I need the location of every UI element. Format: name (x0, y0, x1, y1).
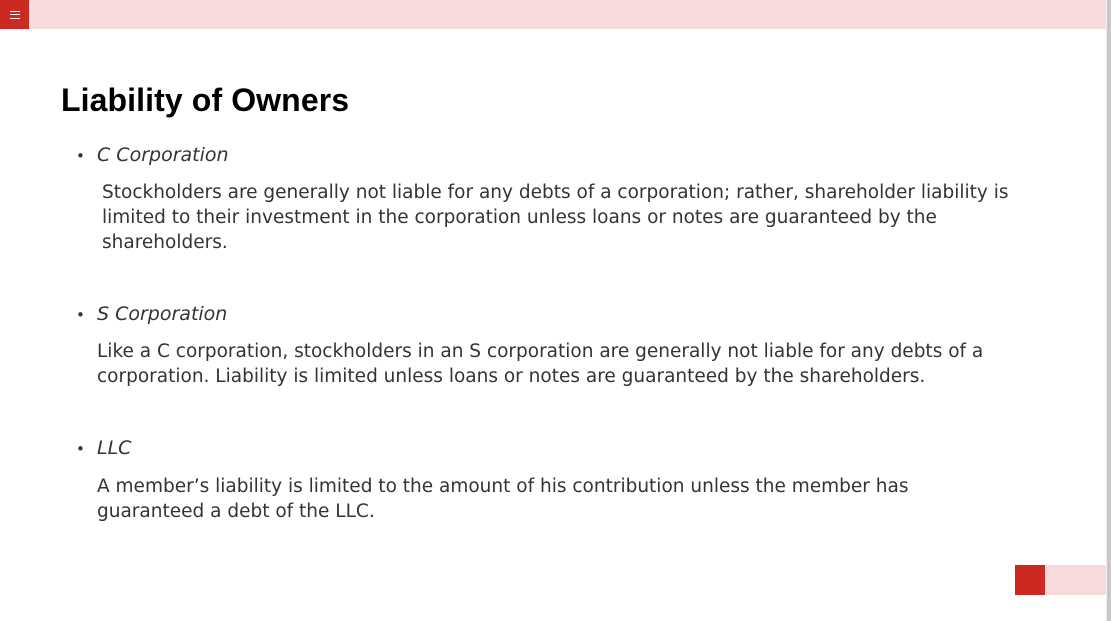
bullet-icon: • (76, 147, 85, 165)
description-line: Stockholders are generally not liable for any debts of a corporation; rather, shareholder liability is (102, 182, 1009, 203)
vertical-scrollbar[interactable] (1106, 0, 1111, 621)
top-toolbar (0, 0, 1106, 29)
item-title: C Corporation (97, 144, 229, 166)
menu-button[interactable] (0, 0, 29, 29)
description-line: limited to their investment in the corporation unless loans or notes are guaranteed by the (102, 207, 937, 228)
description-line: shareholders. (102, 232, 228, 253)
hamburger-menu-icon (10, 11, 20, 19)
item-description (97, 339, 1017, 389)
bullet-icon: • (76, 440, 85, 458)
item-description (97, 474, 1017, 524)
slide-navigation (1015, 565, 1106, 595)
slide-title: Liability of Owners (61, 82, 350, 118)
bullet-icon: • (76, 306, 85, 324)
description-line: guaranteed a debt of the LLC. (97, 501, 375, 522)
description-line: Like a C corporation, stockholders in an S corporation are generally not liable for any debts of a (97, 341, 984, 362)
item-title: LLC (97, 437, 132, 459)
item-description (102, 180, 1022, 255)
slide-navigation-icon[interactable] (1015, 565, 1045, 595)
description-line: A member’s liability is limited to the amount of his contribution unless the member has (97, 476, 909, 497)
item-title: S Corporation (97, 303, 228, 325)
description-line: corporation. Liability is limited unless loans or notes are guaranteed by the shareholders. (97, 366, 926, 387)
